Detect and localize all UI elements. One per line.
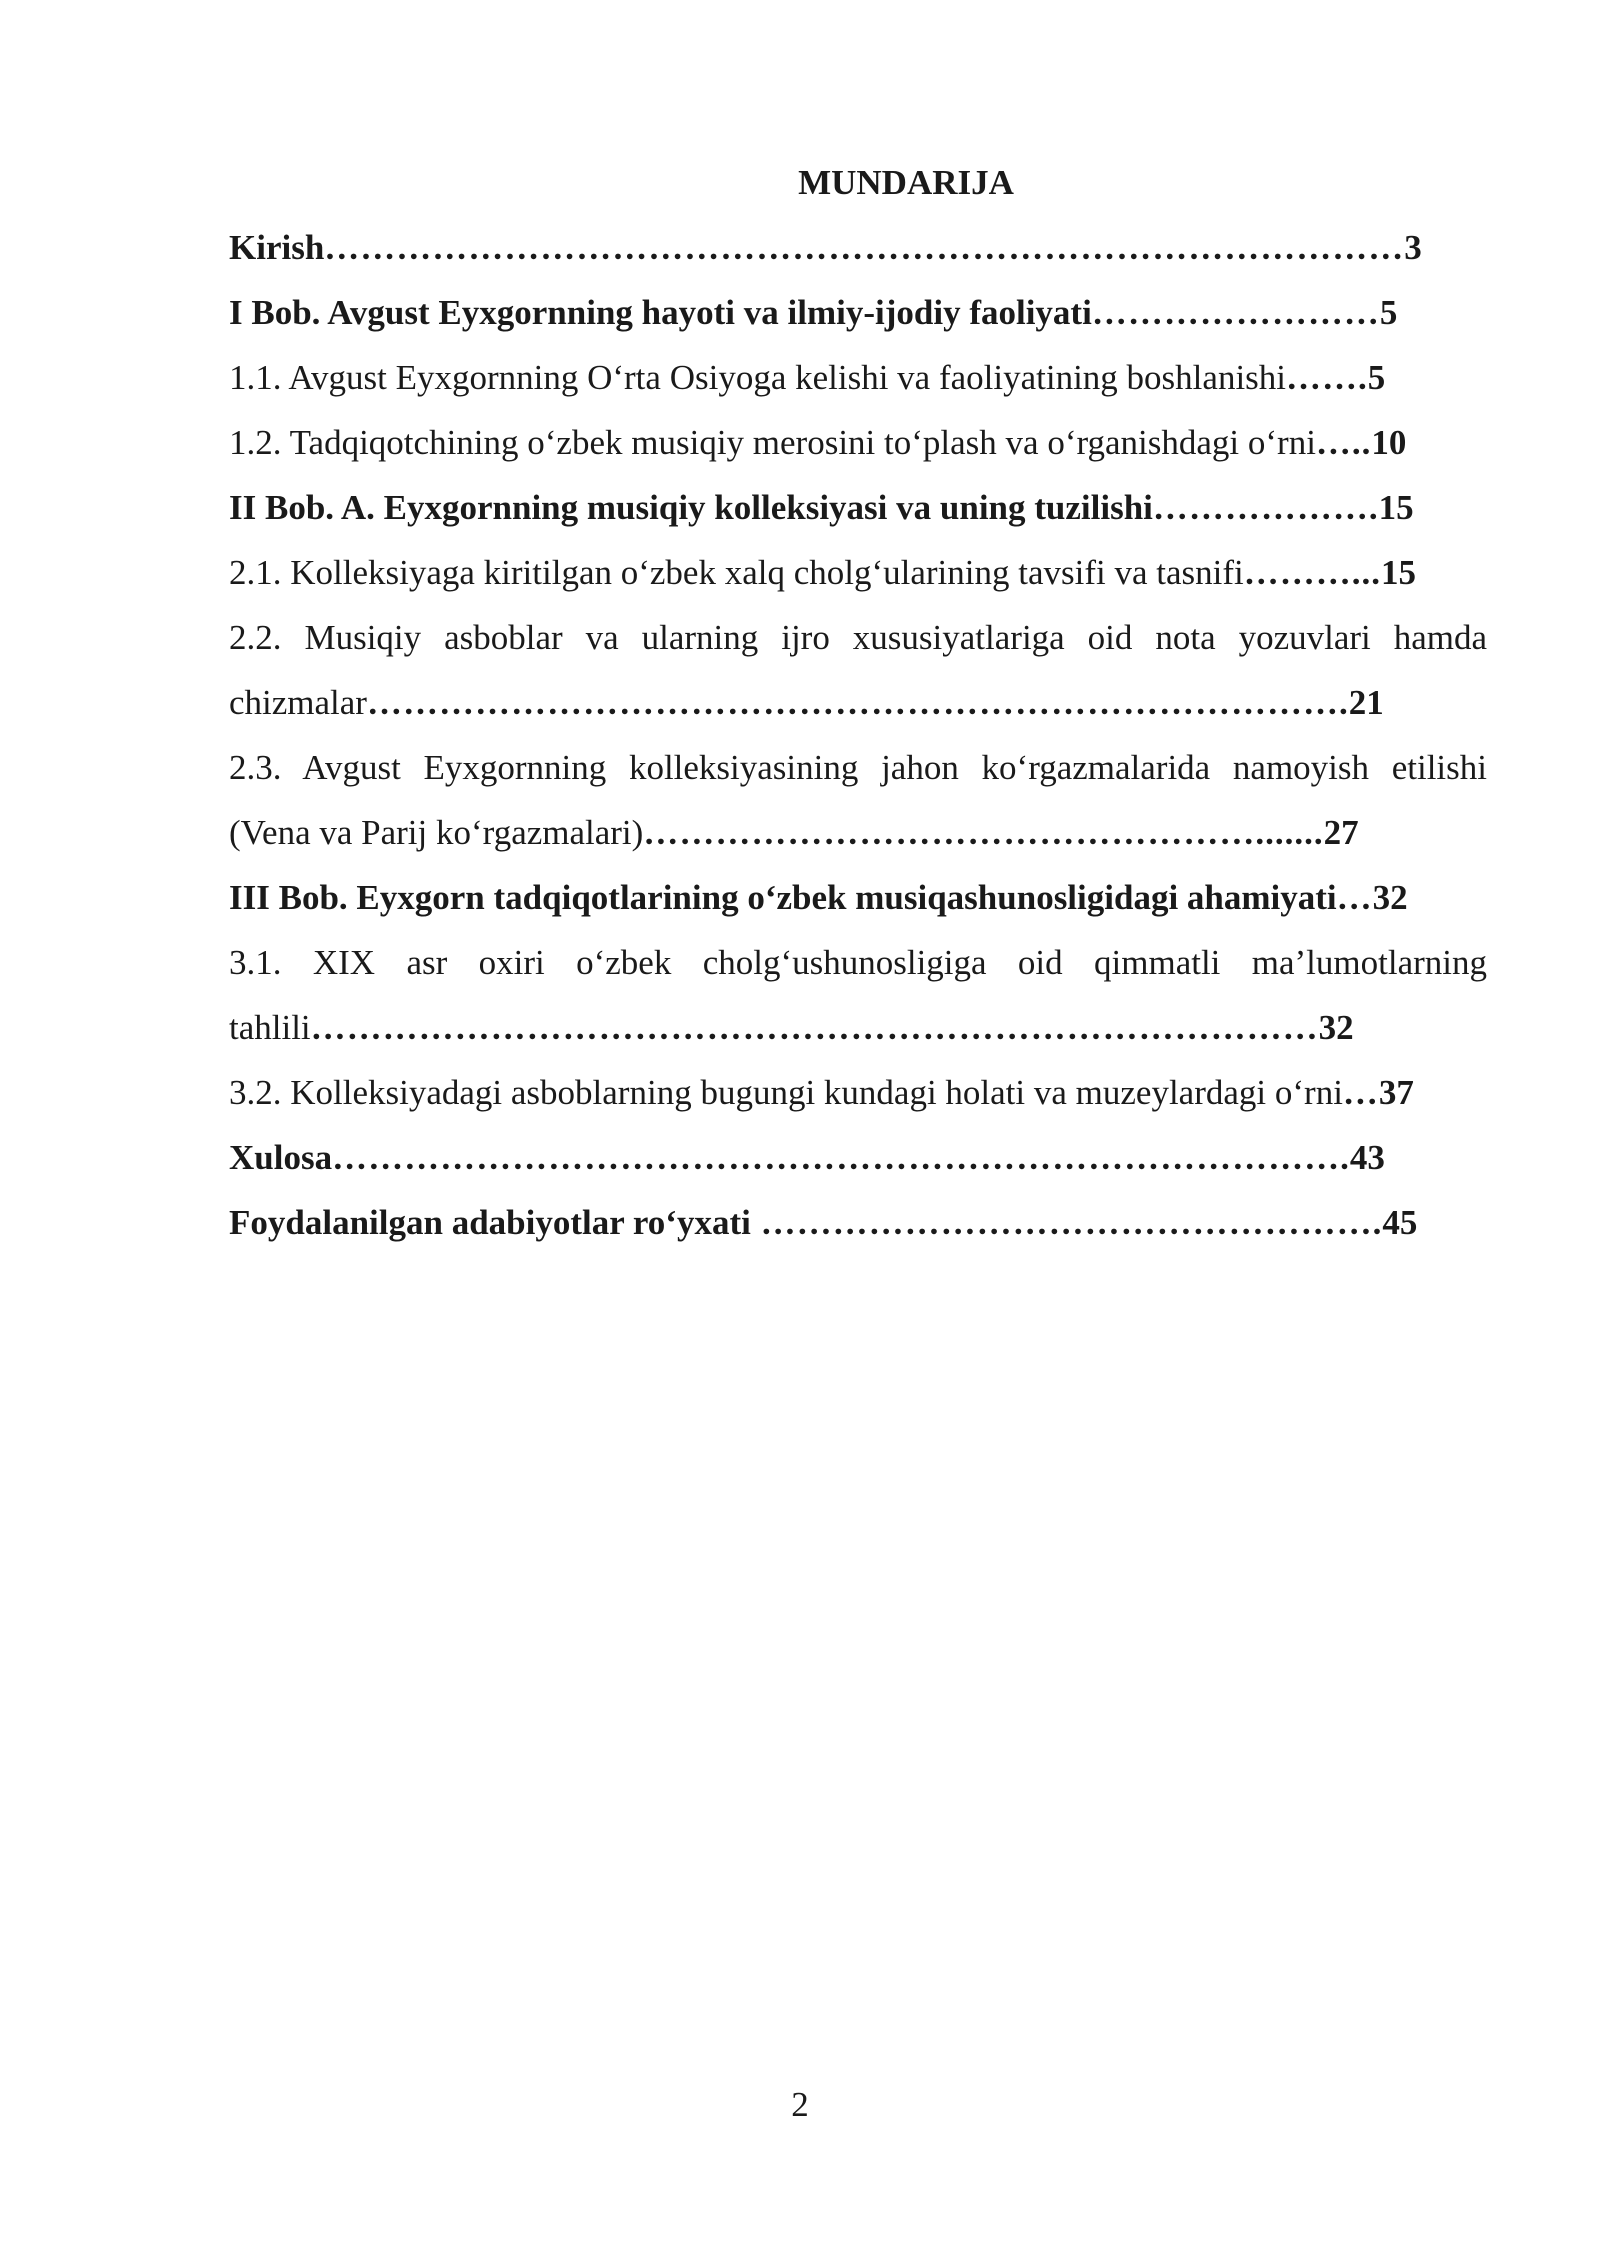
toc-page-number: 32 (1372, 878, 1408, 917)
toc-leader-dots: … (1336, 878, 1373, 917)
toc-page-number: 45 (1382, 1203, 1418, 1242)
toc-leader-dots: ………... (1243, 553, 1381, 592)
toc-entry-text: 1.1. Avgust Eyxgornning O‘rta Osiyoga kelishi va faoliyatining boshlanishi (229, 358, 1287, 397)
toc-leader-dots: ……. (1286, 358, 1368, 397)
toc-leader-dots: …………………… (1091, 293, 1380, 332)
toc-entry-section-1-2 (229, 410, 1487, 475)
toc-entry-section-2-3-line1: 2.3. Avgust Eyxgornning kolleksiyasining jahon ko‘rgazmalarida namoyish etilishi (229, 748, 1487, 787)
toc-entry-chapter-2 (229, 475, 1487, 540)
toc-leader-dots: … (1342, 1073, 1379, 1112)
toc-page-number: 32 (1318, 1008, 1354, 1047)
toc-leader-dots: ………………………………………………………………………. (366, 683, 1349, 722)
toc-entry-chapter-3 (229, 865, 1487, 930)
toc-page-number: 43 (1349, 1138, 1385, 1177)
toc-leader-dots: ………………. (1152, 488, 1379, 527)
toc-leader-dots: …………………………………………………………………………. (332, 1138, 1350, 1177)
toc-leader-dots: ……………………………………………………………………………… (324, 228, 1405, 267)
toc-entry-section-2-2 (229, 670, 1487, 735)
toc-page-number: 10 (1371, 423, 1407, 462)
toc-entry-text: (Vena va Parij ko‘rgazmalari) (229, 813, 644, 852)
toc-entry-section-3-1 (229, 995, 1487, 1060)
toc-entry-section-2-2-line1: 2.2. Musiqiy asboblar va ularning ijro xususiyatlariga oid nota yozuvlari hamda (229, 618, 1487, 657)
toc-entry-text: 2.1. Kolleksiyaga kiritilgan o‘zbek xalq cholg‘ularining tavsifi va tasnifi (229, 553, 1244, 592)
toc-entry-text: tahlili (229, 1008, 311, 1047)
toc-entry-xulosa (229, 1125, 1487, 1190)
toc-entry-text: Kirish (229, 228, 325, 267)
page-number: 2 (791, 2085, 809, 2124)
toc-entry-section-2-3 (229, 800, 1487, 865)
toc-leader-dots: ……………………………………………....... (643, 813, 1324, 852)
toc-page-number: 5 (1367, 358, 1386, 397)
toc-page-number: 27 (1323, 813, 1359, 852)
toc-page-number: 37 (1378, 1073, 1414, 1112)
toc-leader-dots: ….. (1315, 423, 1372, 462)
toc-page-number: 21 (1348, 683, 1384, 722)
toc-entry-text: chizmalar (229, 683, 367, 722)
toc-entry-text: Foydalanilgan adabiyotlar ro‘yxati (229, 1203, 751, 1242)
toc-leader-dots: ………………………………………………………………………… (310, 1008, 1319, 1047)
page-title: MUNDARIJA (798, 163, 1014, 202)
toc-entry-text: 1.2. Tadqiqotchining o‘zbek musiqiy merosini to‘plash va o‘rganishdagi o‘rni (229, 423, 1316, 462)
toc-entry-section-2-1 (229, 540, 1487, 605)
toc-page-number: 15 (1381, 553, 1416, 592)
toc-entry-section-1-1 (229, 345, 1487, 410)
toc-page-number: 5 (1379, 293, 1398, 332)
toc-entry-text: Xulosa (229, 1138, 333, 1177)
toc-entry-adabiyotlar (229, 1190, 1487, 1255)
toc-entry-section-3-2 (229, 1060, 1487, 1125)
toc-page-number: 3 (1404, 228, 1422, 267)
toc-entry-kirish (229, 215, 1487, 280)
toc-entry-text: 3.2. Kolleksiyadagi asboblarning bugungi kundagi holati va muzeylardagi o‘rni (229, 1073, 1343, 1112)
toc-entry-text: III Bob. Eyxgorn tadqiqotlarining o‘zbek musiqashunosligidagi ahamiyati (229, 878, 1337, 917)
toc-leader-dots: ……………………………………………. (750, 1203, 1383, 1242)
table-of-contents (229, 150, 1487, 1255)
toc-page-number: 15 (1378, 488, 1414, 527)
toc-entry-chapter-1 (229, 280, 1487, 345)
toc-entry-text: II Bob. A. Eyxgornning musiqiy kolleksiyasi va uning tuzilishi (229, 488, 1153, 527)
toc-entry-section-3-1-line1: 3.1. XIX asr oxiri o‘zbek cholg‘ushunosligiga oid qimmatli ma’lumotlarning (229, 943, 1487, 982)
toc-entry-text: I Bob. Avgust Eyxgornning hayoti va ilmiy-ijodiy faoliyati (229, 293, 1092, 332)
